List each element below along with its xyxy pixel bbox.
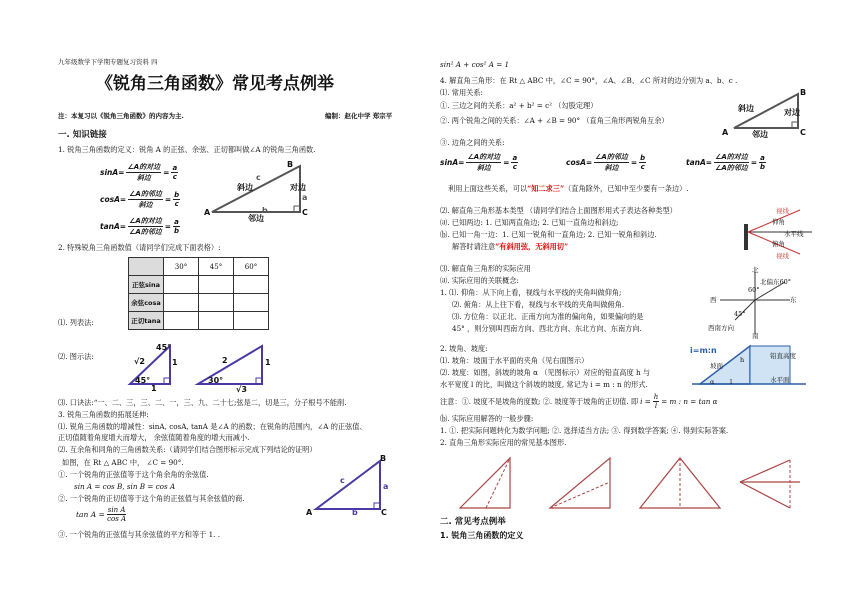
rule-2: ②. 一个锐角的正切值等于这个角的正弦值与其余弦值的商. (58, 494, 245, 503)
slope-note-a: 注意：①. 坡度不是坡角的度数; ②. 坡度等于坡角的正切值. 即 (440, 396, 639, 406)
tan-num: ∠A的对边 (129, 217, 162, 225)
r-cos-label: cosA= (566, 158, 593, 167)
cos-b: b (174, 191, 180, 199)
type-b: ⒝. 已知一角一边：1. 已知一锐角和一直角边; 2. 已知一锐角和斜边. (440, 230, 657, 239)
r-cos-num: ∠A的邻边 (595, 153, 628, 161)
tan-a: a (174, 218, 179, 226)
special-values-table (128, 257, 269, 330)
compass-sw: 西南方向 (708, 324, 734, 332)
slope-i: i=m:n (690, 346, 717, 355)
sin-a: a (172, 164, 178, 172)
basic-figure-3 (640, 458, 720, 508)
steps: 1. ①. 把实际问题转化为数学问题; ②. 选择适当方法; ③. 得到数学答案; ④. 得到实际答案. (440, 426, 729, 435)
r-sin-den: 斜边 (476, 164, 491, 172)
tri-b: b (262, 206, 268, 215)
relation-sides: ①. 三边之间的关系：a² + b² = c² （勾股定理） (440, 101, 598, 110)
tri3-B: B (800, 88, 807, 97)
sin-c: c (172, 173, 177, 181)
table-head-0 (129, 258, 164, 276)
k2f3-a: 利用上面这些关系，可以 (448, 184, 528, 193)
table-cell[interactable] (199, 294, 234, 312)
table-cell[interactable] (234, 294, 269, 312)
rule-2-formula (76, 506, 126, 523)
common-relations: ⑴. 常用关系: (440, 88, 483, 97)
tri-hyp: 斜边 (237, 183, 253, 192)
table-cell[interactable] (234, 276, 269, 294)
fig-sqrt3: √3 (236, 385, 247, 394)
sin-label: sinA= (100, 168, 125, 177)
tip-a: 解答时请注意 (452, 242, 496, 251)
rule-1: ①. 一个锐角的正弦值等于这个角余角的余弦值. (58, 470, 209, 479)
tri3-A: A (722, 128, 729, 137)
tan-den: ∠A的邻边 (129, 228, 162, 236)
relation-angles: ②. 两个锐角之间的关系：∠A + ∠B = 90° （直角三角形两锐角互余） (440, 116, 669, 125)
table-head-45: 45° (199, 258, 234, 276)
table-cell[interactable] (199, 312, 234, 330)
elevation: 1. ⑴. 仰角：从下向上看，视线与水平线的夹角叫做仰角; (440, 288, 622, 297)
extension-heading: 3. 锐角三角函数的拓展延伸: (58, 410, 149, 419)
tri2-b: b (352, 508, 358, 517)
complement-text: ⑵. 互余角和同角的三角函数关系:（请同学们结合图形标示完成下列结论的证明） (58, 445, 317, 454)
r-cos-den: 斜边 (604, 164, 619, 172)
slope-angle: ⑴. 坡角：坡面于水平面的夹角（见右面图示） (440, 356, 589, 365)
rule-1-formula: sin A = cos B, sin B = cos A (74, 482, 176, 491)
basic-figure-2 (550, 458, 610, 508)
cos-c: c (174, 200, 179, 208)
tan-b: b (173, 227, 179, 235)
table-cell[interactable] (164, 294, 199, 312)
sin-num: ∠A的对边 (127, 163, 161, 171)
compass-ne: 北偏东60° (760, 278, 792, 286)
rt-triangle-text: 如图，在 Rt △ ABC 中， ∠C = 90°. (62, 458, 184, 467)
note: 注：本复习以《锐角三角函数》的内容为主. (58, 112, 184, 120)
fig-45a: 45° (156, 343, 172, 352)
table-row-cos: 余弦cosa (129, 294, 164, 312)
right-tan: tanA= $\frac{\text{∠A的对边}}{\text{∠A的邻边}}$ = $\frac{a}{b}$ (686, 153, 765, 172)
slope-note-num: h (653, 393, 659, 401)
tip (452, 242, 568, 251)
tri3-C: C (800, 128, 806, 137)
list-method: ⑴. 列表法: (58, 318, 94, 327)
concepts: ⒜. 实际应用的关联概念: (440, 276, 519, 285)
basic-figure-4 (740, 460, 800, 508)
r-cos-b: b (640, 154, 646, 162)
cos-num: ∠A的邻边 (129, 190, 162, 198)
relation-side-angle: ③. 边角之间的关系: (440, 138, 505, 147)
identity: sin² A + cos² A = 1 (440, 60, 510, 69)
r-cos-c: c (640, 163, 645, 171)
table-head-60: 60° (234, 258, 269, 276)
slope-note (440, 393, 718, 410)
compass-s: 南 (752, 332, 759, 340)
basic-figure-1 (460, 458, 510, 508)
slope-note-den: l (654, 402, 658, 410)
r-sin-label: sinA= (440, 158, 465, 167)
r-sin-a: a (512, 154, 518, 162)
k2f3-b: “知二求三” (527, 184, 565, 193)
tri3-adj: 邻边 (752, 130, 768, 139)
sight-a: 视线 (776, 207, 789, 215)
tri-B: B (287, 160, 294, 169)
tan-label: tanA= (100, 222, 127, 231)
slope-p: 铅直高度 (770, 352, 796, 360)
tri2-B: B (380, 454, 387, 463)
solve-intro: 4. 解直角三角形：在 Rt △ ABC 中，∠C = 90°，∠A、∠B、∠C 所对的边分别为 a、b、c . (440, 76, 738, 85)
tri-A: A (204, 208, 211, 217)
fig-sqrt2: √2 (134, 357, 145, 366)
compass-w: 西 (710, 296, 717, 304)
k2f3-c: （直角除外，已知中至少要有一条边）. (564, 184, 689, 193)
r-tan-a: a (760, 154, 765, 162)
r-tan-b: b (759, 163, 765, 171)
rt-triangle-figure (310, 455, 390, 517)
tri3-hyp: 斜边 (738, 104, 754, 113)
basic-figures-svg (450, 452, 810, 516)
slope-ratio: ⑵. 坡度：如图，斜坡的坡角 α （见图标示）对应的铅直高度 h 与 (440, 368, 651, 377)
r-sin-num: ∠A的对边 (467, 153, 501, 161)
r-tan-den: ∠A的邻边 (715, 164, 748, 172)
tri2-C: C (381, 508, 387, 517)
special-values-text: 2. 特殊锐角三角函数值（请同学们完成下面表格）: (58, 243, 221, 252)
tan-eq: tan A = (76, 510, 105, 519)
cos-formula: cosA= $\frac{\text{∠A的邻边}}{\text{斜边}}$ = $\frac{b}{c}$ (100, 190, 180, 209)
know-two-find-three (448, 184, 689, 193)
r-tan-num: ∠A的对边 (715, 153, 748, 161)
tri-c: c (256, 173, 261, 182)
compass-n: 北 (752, 266, 759, 274)
sight-c: 水平线 (784, 230, 804, 238)
mnemonic: ⑶. 口诀法:“一、二、三，三、二、一，三、九、二十七;弦是二，切是三，分子根号不能削. (58, 398, 347, 407)
table-row-tan: 正切tana (129, 312, 164, 330)
slope-note-b: i = (640, 397, 651, 406)
tri2-a: a (383, 482, 389, 491)
section-2-heading: 二. 常见考点例举 (440, 517, 506, 527)
slope-alpha: α (710, 378, 715, 386)
sin-formula: sinA= $\frac{\text{∠A的对边}}{\text{斜边}}$ = $\frac{a}{c}$ (100, 163, 178, 182)
table-cell[interactable] (234, 312, 269, 330)
table-cell[interactable] (164, 312, 199, 330)
tri2-c: c (340, 476, 345, 485)
fig-one2: 1 (265, 358, 271, 367)
section-1-heading: 一. 知识链接 (58, 130, 107, 140)
tri2-A: A (306, 508, 313, 517)
depression: ⑵. 俯角：从上往下看，视线与水平线的夹角叫做俯角. (452, 300, 625, 309)
sight-e: 视线 (776, 252, 789, 260)
page-title: 《锐角三角函数》常见考点例举 (96, 74, 334, 94)
r-sin-c: c (512, 163, 517, 171)
sight-d: 俯角 (772, 240, 785, 248)
right-sin: sinA= $\frac{\text{∠A的对边}}{\text{斜边}}$ = $\frac{a}{c}$ (440, 153, 518, 172)
slope-horizontal: 水平面 (770, 376, 790, 384)
compass-60: 60° (748, 286, 760, 294)
tri3-opp: 对边 (784, 108, 800, 117)
tan-eq-num: sin A (107, 506, 126, 514)
compass-e: 东 (790, 296, 797, 304)
basic-figures: 2. 直角三角形实际应用的常见基本图形. (440, 438, 567, 447)
tri-a: a (302, 193, 308, 202)
fig-30: 30° (208, 376, 224, 385)
slope-l: l (730, 378, 733, 386)
rule-3: ③. 一个锐角的正弦值与其余弦值的平方和等于 1. . (58, 530, 221, 539)
slope-heading: 2. 坡角、坡度: (440, 344, 488, 353)
tip-b: “有斜用弦，无斜用切” (495, 242, 569, 251)
tri-adj: 邻边 (248, 214, 264, 223)
tan-eq-den: cos A (107, 515, 127, 523)
fig-two: 2 (222, 356, 228, 365)
tri-C: C (302, 208, 308, 217)
series-label: 九年级数学下学期专题复习资料 四 (58, 58, 158, 66)
tri-opp: 对边 (290, 183, 306, 192)
slope-h: h (740, 356, 745, 364)
diagram-method: ⑵. 图示法: (58, 352, 94, 361)
definition-text: 1. 锐角三角函数的定义：锐角 A 的正弦、余弦、正切都叫做∠A 的锐角三角函数. (58, 145, 316, 154)
compass-45: 45° (734, 310, 746, 318)
r-tan-label: tanA= (686, 158, 713, 167)
table-cell[interactable] (199, 276, 234, 294)
fig-one3: 1 (151, 384, 157, 393)
right-cos: cosA= $\frac{\text{∠A的邻边}}{\text{斜边}}$ = $\frac{b}{c}$ (566, 153, 646, 172)
basic-types: ⑵. 解直角三角形基本类型 （请同学们结合上面图形用式子表达各种类型） (440, 206, 677, 215)
slope-note-c: = m : n = tan α (661, 397, 718, 406)
monotonic-text-2: 正切值随着角度增大而增大， 余弦值随着角度的增大而减小. (58, 433, 250, 442)
tan-formula: tanA= $\frac{\text{∠A的对边}}{\text{∠A的邻边}}$ = $\frac{a}{b}$ (100, 217, 179, 236)
fig-one: 1 (172, 358, 178, 367)
sin-den: 斜边 (136, 174, 151, 182)
steps-heading: ⒝. 实际应用解答的一般步骤: (440, 414, 534, 423)
type-a: ⒜. 已知两边: 1. 已知两直角边; 2. 已知一直角边和斜边; (440, 218, 619, 227)
table-cell[interactable] (164, 276, 199, 294)
bearing-2: 45° ，则分别叫西南方向、西北方向、东北方向、东南方向. (452, 324, 642, 333)
table-head-30: 30° (164, 258, 199, 276)
section-2-1: 1. 锐角三角函数的定义 (440, 531, 524, 540)
fig-45b: 45° (135, 376, 151, 385)
slope-ratio-2: 水平宽度 l 的比，叫做这个斜坡的坡度, 常记为 i = m : n 的形式. (440, 380, 648, 389)
cos-den: 斜边 (138, 201, 153, 209)
cos-label: cosA= (100, 195, 127, 204)
bearing: ⑶. 方位角：以正北、正南方向为准的偏向角，如果偏向的是 (452, 312, 644, 321)
table-row-sin: 正弦sina (129, 276, 164, 294)
slope-face: 坡面 (710, 362, 723, 370)
sight-b: 仰角 (772, 218, 785, 226)
author: 编制：赵化中学 郑宗平 (325, 112, 393, 120)
application: ⑶. 解直角三角形的实际应用 (440, 264, 531, 273)
monotonic-text: ⑴. 锐角三角函数的增减性：sinA, cosA, tanA 是∠A 的函数；在锐角的范围内，∠A 的正弦值、 (58, 422, 367, 431)
